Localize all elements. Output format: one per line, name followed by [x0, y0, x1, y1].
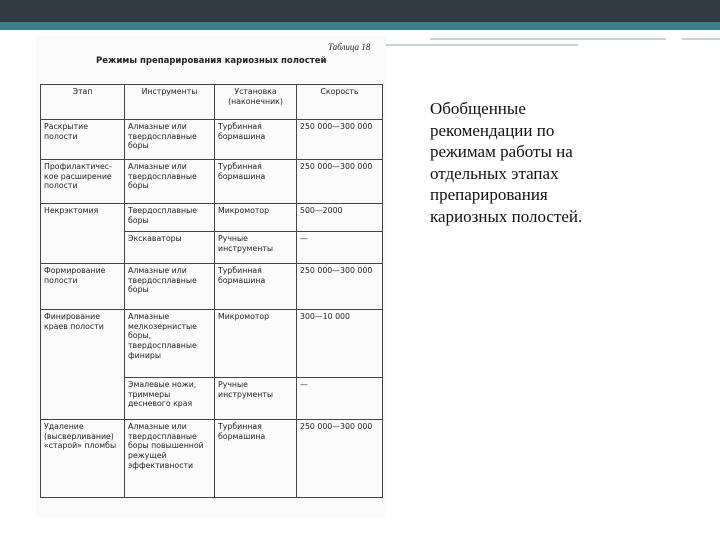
table-row — [41, 160, 383, 204]
table-cell: Алмазные или твердосплавные боры — [125, 264, 215, 310]
table-row — [41, 204, 383, 232]
table-cell: — — [297, 232, 383, 264]
header-cell: Скорость — [297, 85, 383, 120]
table-cell: 250 000—300 000 — [297, 420, 383, 498]
table-cell: Некрэктомия — [41, 204, 125, 232]
table-cell: Алмазные мелкозернистые боры, твердосплавные финиры — [125, 310, 215, 378]
table-cell — [41, 232, 125, 264]
table-cell: Профилактичес-кое расширение полости — [41, 160, 125, 204]
header-cell: Инструменты — [125, 85, 215, 120]
table-cell: Турбинная бормашина — [215, 120, 297, 160]
header-cell: Этап — [41, 85, 125, 120]
table-cell: 300—10 000 — [297, 310, 383, 378]
table-cell: Турбинная бормашина — [215, 160, 297, 204]
table-row — [41, 310, 383, 378]
table-cell: Ручные инструменты — [215, 378, 297, 420]
table-cell: Турбинная бормашина — [215, 420, 297, 498]
table-cell: Удаление (высверливание) «старой» пломбы — [41, 420, 125, 498]
top-accent-strip — [0, 22, 720, 30]
table-cell: Микромотор — [215, 204, 297, 232]
table-cell: Микромотор — [215, 310, 297, 378]
table-cell: Твердосплавные боры — [125, 204, 215, 232]
table-cell — [41, 378, 125, 420]
modes-table — [40, 84, 383, 498]
decorative-line — [682, 38, 720, 40]
table-cell: Экскаваторы — [125, 232, 215, 264]
table-cell: Ручные инструменты — [215, 232, 297, 264]
slide-description-text: Обобщенные рекомендации по режимам работы на отдельных этапах препарирования кариозных полостей. — [430, 99, 583, 226]
table-cell: Алмазные или твердосплавные боры — [125, 120, 215, 160]
table-header-row — [41, 85, 383, 120]
table-row — [41, 378, 383, 420]
table-row — [41, 120, 383, 160]
table-row — [41, 264, 383, 310]
table-cell: Эмалевые ножи, триммеры десневого края — [125, 378, 215, 420]
table-cell: Раскрытие полости — [41, 120, 125, 160]
header-cell: Установка (наконечник) — [215, 85, 297, 120]
table-caption: Таблица 18 — [328, 42, 371, 52]
table-cell: 500—2000 — [297, 204, 383, 232]
table-row — [41, 232, 383, 264]
table-cell: — — [297, 378, 383, 420]
top-bar — [0, 0, 720, 22]
table-cell: Финирование краев полости — [41, 310, 125, 378]
table-cell: 250 000—300 000 — [297, 160, 383, 204]
table-cell: 250 000—300 000 — [297, 264, 383, 310]
table-cell: Турбинная бормашина — [215, 264, 297, 310]
table-cell: Алмазные или твердосплавные боры повышенной режущей эффективности — [125, 420, 215, 498]
table-row — [41, 420, 383, 498]
scanned-table-image — [36, 36, 386, 518]
decorative-line — [430, 38, 666, 40]
table-cell: 250 000—300 000 — [297, 120, 383, 160]
table-cell: Алмазные или твердосплавные боры — [125, 160, 215, 204]
table-cell: Формирование полости — [41, 264, 125, 310]
table-title: Режимы препарирования кариозных полостей — [96, 56, 327, 66]
